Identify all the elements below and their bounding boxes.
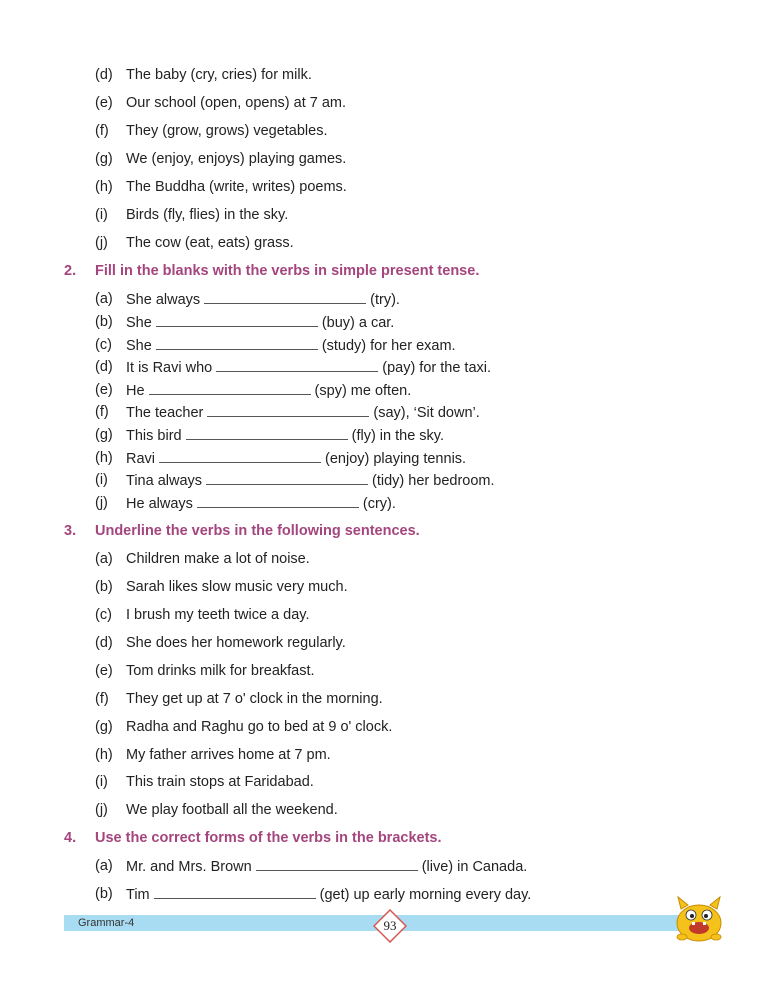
question-number: 3. bbox=[64, 523, 77, 539]
answer-blank[interactable] bbox=[186, 427, 348, 440]
answer-blank[interactable] bbox=[149, 382, 311, 395]
question-number: 2. bbox=[64, 263, 77, 279]
yellow-monster-mascot-icon bbox=[672, 893, 726, 943]
answer-blank[interactable] bbox=[207, 404, 369, 417]
answer-blank[interactable] bbox=[156, 314, 318, 327]
question-title: Fill in the blanks with the verbs in simple present tense. bbox=[95, 263, 480, 279]
answer-blank[interactable] bbox=[159, 450, 321, 463]
question-title: Underline the verbs in the following sentences. bbox=[95, 523, 420, 539]
question-number: 4. bbox=[64, 830, 77, 846]
page-number: 93 bbox=[383, 918, 397, 933]
answer-blank[interactable] bbox=[204, 291, 366, 304]
answer-blank[interactable] bbox=[156, 337, 318, 350]
answer-blank[interactable] bbox=[216, 359, 378, 372]
question-title: Use the correct forms of the verbs in the brackets. bbox=[95, 830, 442, 846]
answer-blank[interactable] bbox=[197, 495, 359, 508]
answer-blank[interactable] bbox=[206, 472, 368, 485]
book-title: Grammar-4 bbox=[78, 917, 135, 929]
page-number-badge bbox=[373, 909, 407, 943]
answer-blank[interactable] bbox=[154, 886, 316, 899]
answer-blank[interactable] bbox=[256, 858, 418, 871]
